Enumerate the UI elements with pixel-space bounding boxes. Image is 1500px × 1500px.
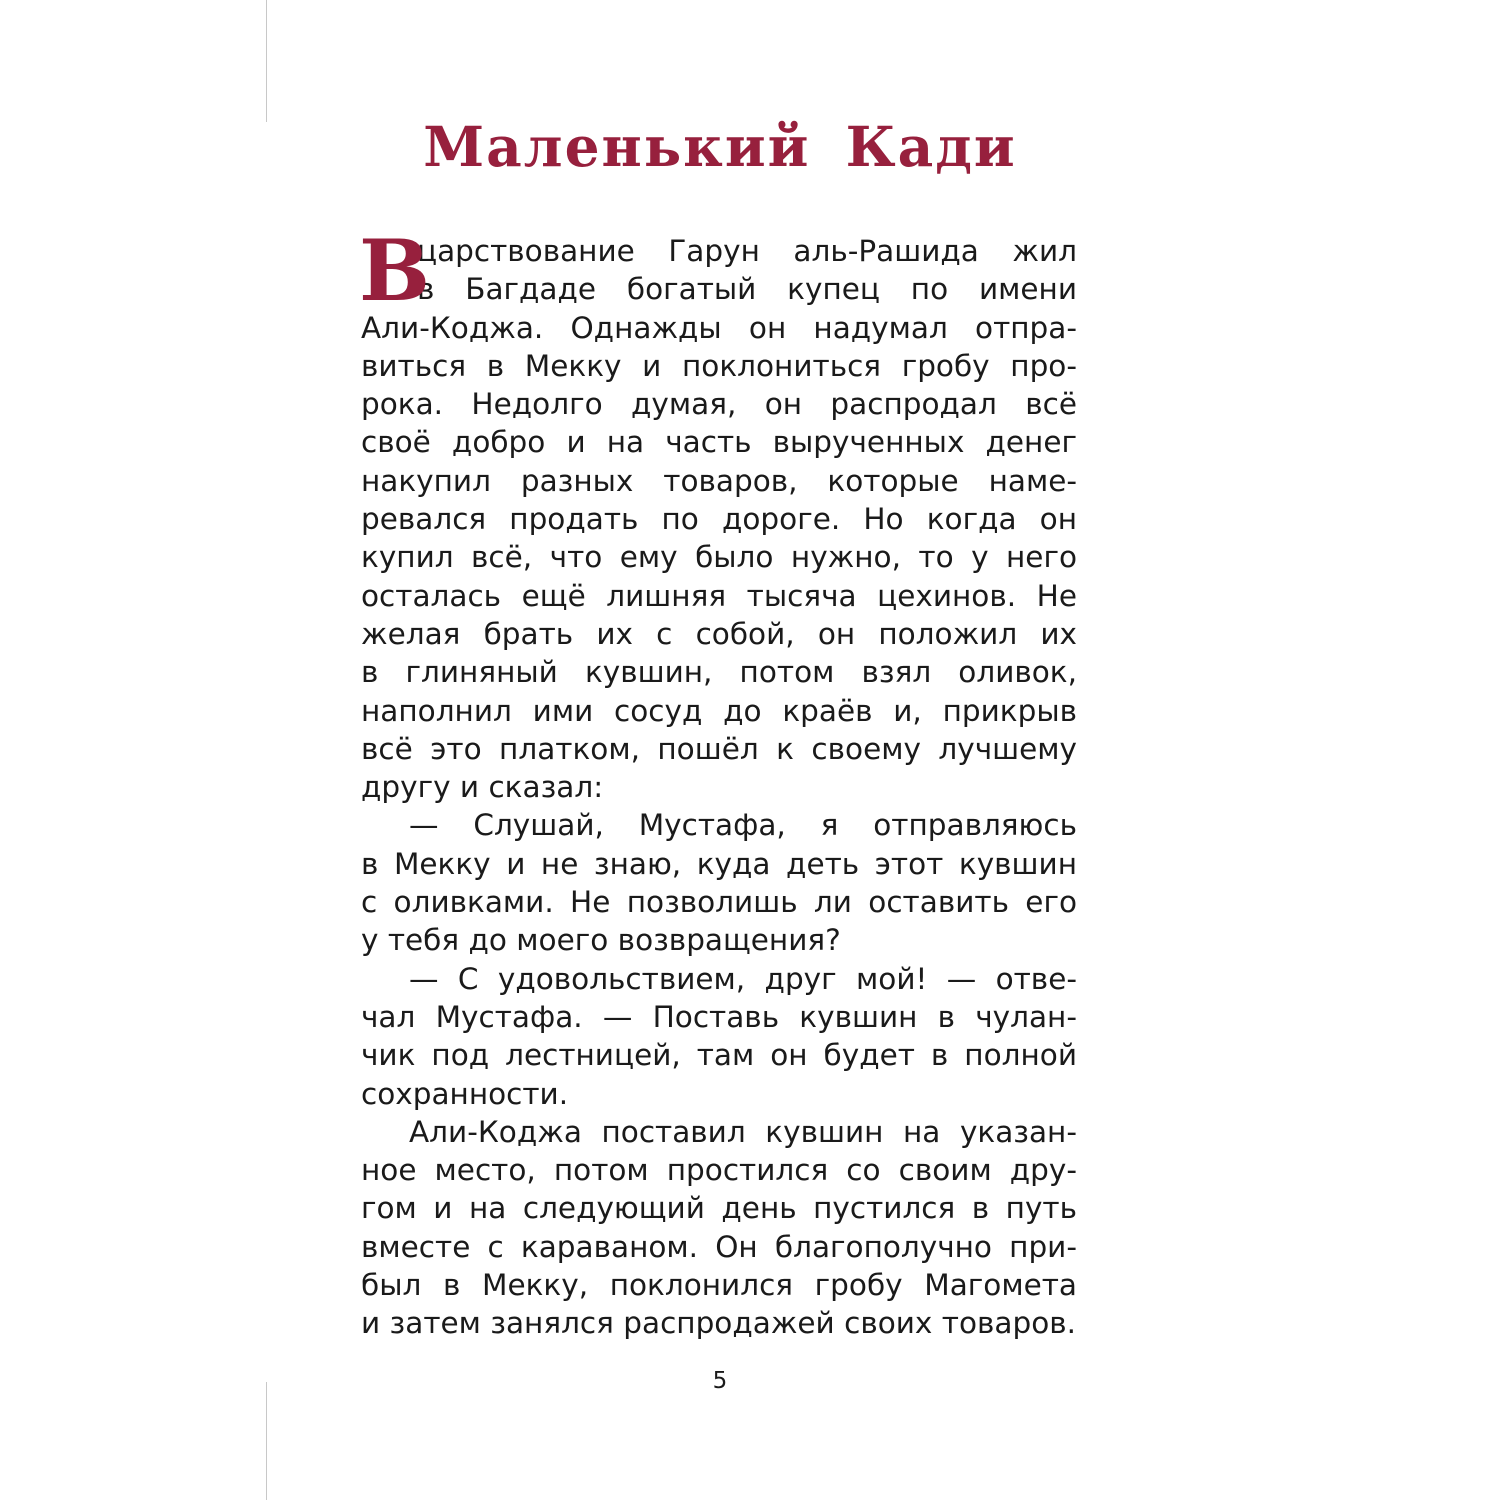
text-line: осталась ещё лишняя тысяча цехинов. Не (361, 578, 1077, 613)
text-line: царствование Гарун аль-Рашида жил (417, 234, 1077, 268)
text-line: чик под лестницей, там он будет в полной (361, 1038, 1077, 1073)
text-line: всё это платком, пошёл к своему лучшему (361, 731, 1077, 766)
text-line: был в Мекку, поклонился гробу Магомета (361, 1268, 1077, 1303)
text-line: в Мекку и не знаю, куда деть этот кувшин (361, 846, 1077, 881)
text-line: вместе с караваном. Он благополучно при- (361, 1229, 1077, 1264)
drop-cap: В (359, 221, 430, 320)
text-line: в глиняный кувшин, потом взял оливок, (361, 655, 1077, 690)
text-line: виться в Мекку и поклониться гробу про- (361, 348, 1077, 383)
text-line: гом и на следующий день пустился в путь (361, 1191, 1077, 1226)
text-line: ревался продать по дороге. Но когда он (361, 502, 1077, 537)
margin-rule-bottom (266, 1382, 267, 1500)
text-line: накупил разных товаров, которые наме- (361, 463, 1077, 498)
text-line: другу и сказал: (361, 770, 604, 805)
margin-rule-top (266, 0, 267, 122)
page-number: 5 (712, 1368, 728, 1394)
text-line: купил всё, что ему было нужно, то у него (361, 540, 1077, 575)
text-line: — Слушай, Мустафа, я отправляюсь (409, 808, 1077, 843)
text-line: желая брать их с собой, он положил их (361, 616, 1077, 651)
text-line: у тебя до моего возвращения? (361, 923, 841, 958)
text-line: и затем занялся распродажей своих товаров. (361, 1306, 1077, 1341)
text-line: наполнил ими сосуд до краёв и, прикрыв (361, 693, 1077, 728)
text-line: чал Мустафа. — Поставь кувшин в чулан- (361, 999, 1077, 1034)
body-text (359, 221, 1077, 1343)
text-line: Али-Коджа. Однажды он надумал отпра- (361, 310, 1077, 345)
chapter-title: Маленький Кади (423, 114, 1017, 179)
text-line: сохранности. (361, 1076, 569, 1111)
text-line: в Багдаде богатый купец по имени (417, 272, 1077, 307)
text-line: с оливками. Не позволишь ли оставить его (361, 885, 1077, 920)
text-line: своё добро и на часть вырученных денег (361, 425, 1077, 460)
text-line: рока. Недолго думая, он распродал всё (361, 387, 1077, 422)
text-line: — С удовольствием, друг мой! — отве- (409, 961, 1077, 996)
text-line: ное место, потом простился со своим дру- (361, 1153, 1077, 1188)
text-line: Али-Коджа поставил кувшин на указан- (409, 1114, 1077, 1149)
